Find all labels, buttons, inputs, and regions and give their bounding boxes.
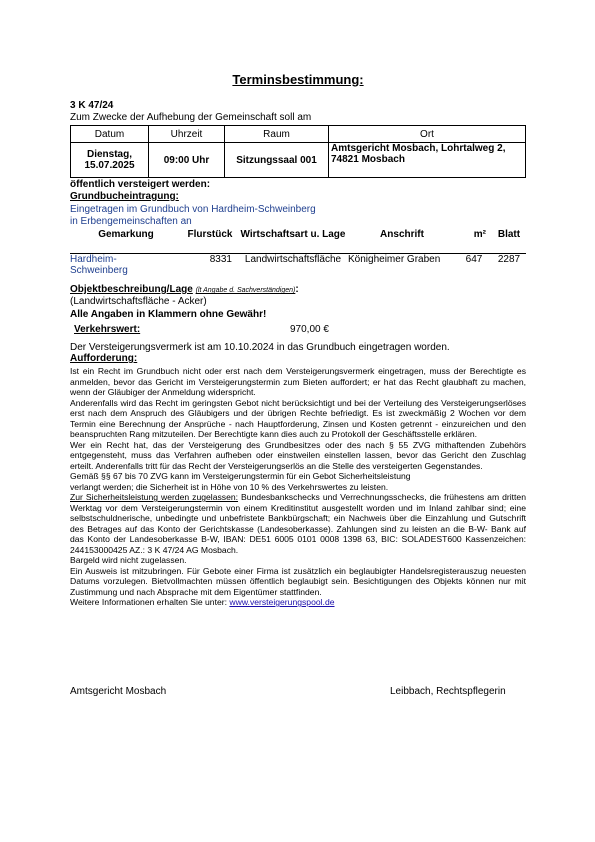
info-prefix: Weitere Informationen erhalten Sie unter: xyxy=(70,597,230,607)
objekt-colon: : xyxy=(295,284,299,295)
header-uhrzeit: Uhrzeit xyxy=(149,126,225,143)
intro-text: Zum Zwecke der Aufhebung der Gemeinschaft soll am xyxy=(70,112,312,123)
aufforderung-heading: Aufforderung: xyxy=(70,353,138,364)
header-datum: Datum xyxy=(71,126,149,143)
header-gemarkung: Gemarkung xyxy=(70,229,182,254)
info-link[interactable]: www.versteigerungspool.de xyxy=(229,597,335,607)
cell-blatt: 2287 xyxy=(497,254,521,265)
cell-flurstueck: 8331 xyxy=(209,254,232,265)
header-anschrift: Anschrift xyxy=(348,229,456,254)
sicherheit-line1: Gemäß §§ 67 bis 70 ZVG kann im Versteigerungstermin für ein Gebot Sicherheitsleistung xyxy=(70,471,411,481)
gemarkung-line1: Hardheim- xyxy=(70,254,117,265)
cell-gemarkung xyxy=(70,254,182,277)
aufforderung-body xyxy=(70,366,526,608)
cell-m2: 647 xyxy=(465,254,483,265)
zugelassen-label: Zur Sicherheitsleistung werden zugelassen: xyxy=(70,492,239,502)
header-flurstueck: Flurstück xyxy=(182,229,238,254)
footer-signer: Leibbach, Rechtspflegerin xyxy=(390,686,506,697)
grundbuch-line1: Eingetragen im Grundbuch von Hardheim-Schweinberg xyxy=(70,204,316,215)
verkehrswert-label: Verkehrswert: xyxy=(74,324,141,335)
datum-date: 15.07.2025 xyxy=(84,160,135,171)
cell-ort xyxy=(329,143,526,178)
gemarkung-line2: Schweinberg xyxy=(70,265,128,276)
cell-raum: Sitzungssaal 001 xyxy=(225,143,329,178)
property-table xyxy=(70,229,526,276)
cell-datum xyxy=(71,143,149,178)
versteigert-text: öffentlich versteigert werden: xyxy=(70,179,211,190)
ort-line1: Amtsgericht Mosbach, Lohrtalweg 2, xyxy=(331,143,506,154)
zugelassen-text: Bundesbankschecks und Verrechnungsschecks, die frühestens am dritten Werktag vor dem Versteigerungstermin von einem Kreditinstitut ausgestellt worden und im Inland zahlbar sind; eine selbstschuldnerische, unbedingte und unbefristete Bankbürgschaft; ein Nachweis über die Einzahlung und Gutschrift des Betrages auf das Konto der Gerichtskasse (Landesoberkasse). Zahlungen sind zu leisten an die B-W- Bank auf das Konto der Landesoberkasse B-W, IBAN: DE51 6005 0101 0008 1398 63, BIC: SOLADEST600 Kassenzeichen: 244153000425 AZ.: 3 K 47/24 AG Mosbach. xyxy=(70,492,526,555)
grundbuch-heading: Grundbucheintragung: xyxy=(70,191,179,202)
ausweis-text: Ein Ausweis ist mitzubringen. Für Gebote einer Firma ist zusätzlich ein beglaubigter Handelsregisterauszug neuesten Datums vorzulegen. Bietvollmachten müssen öffentlich beglaubigt sein. Besichtigungen des Objekts können nur mit Zustimmung und nach Absprache mit dem Eigentümer stattfinden. xyxy=(70,565,526,597)
objekt-text: (Landwirtschaftsfläche - Acker) xyxy=(70,296,207,307)
ort-line2: 74821 Mosbach xyxy=(331,154,405,165)
aufforderung-p1: Ist ein Recht im Grundbuch nicht oder erst nach dem Versteigerungsvermerk eingetragen, muss der Berechtigte es anmelden, bevor das Gericht im Versteigerungstermin zum Bieten auffordert; er hat das Recht glaubhaft zu machen, wenn der Gläubiger der Anmeldung widerspricht. xyxy=(70,366,526,397)
datum-weekday: Dienstag, xyxy=(86,149,132,160)
cell-wirtschaftsart: Landwirtschaftsfläche xyxy=(244,254,342,265)
cell-uhrzeit: 09:00 Uhr xyxy=(149,143,225,178)
footer-court: Amtsgericht Mosbach xyxy=(70,686,167,697)
header-m2: m² xyxy=(456,229,492,254)
appointment-table xyxy=(70,125,526,178)
info-line xyxy=(70,597,526,608)
sicherheit-line2: verlangt werden; die Sicherheit ist in Höhe von 10 % des Verkehrswertes zu leisten. xyxy=(70,481,389,492)
klammer-text: Alle Angaben in Klammern ohne Gewähr! xyxy=(70,309,267,320)
header-ort: Ort xyxy=(329,126,526,143)
verkehrswert-value: 970,00 € xyxy=(290,324,329,335)
header-blatt: Blatt xyxy=(492,229,526,254)
header-raum: Raum xyxy=(225,126,329,143)
page-title: Terminsbestimmung: xyxy=(232,72,364,87)
cell-anschrift: Königheimer Graben xyxy=(348,254,441,265)
zugelassen-paragraph xyxy=(70,492,526,555)
vermerk-text: Der Versteigerungsvermerk ist am 10.10.2024 in das Grundbuch eingetragen worden. xyxy=(70,342,450,353)
aufforderung-p2: Anderenfalls wird das Recht im geringsten Gebot nicht berücksichtigt und bei der Verteilung des Versteigerungserlöses erst nach dem Anspruch des Gläubigers und der übrigen Rechte befriedigt. Es ist zweckmäßig 2 Wochen vor dem Termin eine Berechnung der Ansprüche - nach Hauptforderung, Zinsen und Kosten getrennt - einzureichen und den beanspruchten Rang mitzuteilen. Der Berechtigte kann dies auch zu Protokoll der Geschäftsstelle erklären. xyxy=(70,397,526,439)
aufforderung-p3: Wer ein Recht hat, das der Versteigerung des Grundbesitzes oder des nach § 55 ZVG mithaftenden Zubehörs entgegensteht, muss das Verfahren aufheben oder einstweilen einstellen lassen, bevor das Gericht den Zuschlag erteilt. Anderenfalls tritt für das Recht der Versteigerungserlös an die Stelle des versteigerten Gegenstandes. xyxy=(70,439,526,471)
case-number: 3 K 47/24 xyxy=(70,100,114,111)
objekt-heading-line xyxy=(70,284,299,296)
objekt-heading: Objektbeschreibung/Lage xyxy=(70,284,193,295)
objekt-note: (lt Angabe d. Sachverständigen) xyxy=(195,287,296,294)
header-wirtschaftsart: Wirtschaftsart u. Lage xyxy=(238,229,348,254)
grundbuch-line2: in Erbengemeinschaften an xyxy=(70,216,192,227)
bargeld-text: Bargeld wird nicht zugelassen. xyxy=(70,555,187,565)
